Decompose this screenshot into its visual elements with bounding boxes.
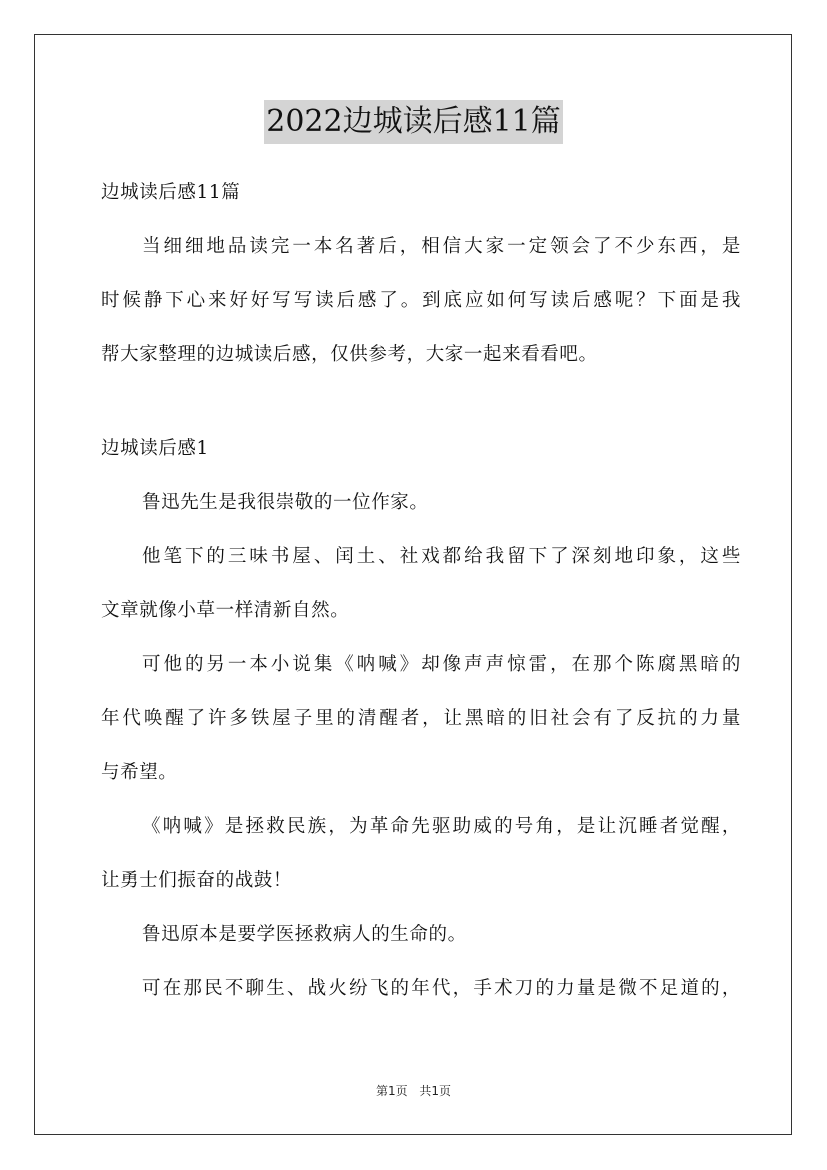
- page-number: 第1页: [375, 1084, 408, 1098]
- paragraph: [101, 638, 741, 800]
- paragraph-line: 鲁迅原本是要学医拯救病人的生命的。: [142, 924, 467, 945]
- document-body: [101, 166, 741, 1016]
- paragraph: [101, 908, 741, 962]
- paragraph-line: 时候静下心来好好写写读后感了。到底应如何写读后感呢？下面是我: [101, 290, 741, 311]
- document-heading: 边城读后感11篇: [101, 182, 241, 203]
- paragraph-line: 文章就像小草一样清新自然。: [101, 600, 350, 621]
- paragraph-line: 当细细地品读完一本名著后，相信大家一定领会了不少东西，是: [142, 236, 741, 257]
- paragraph: [101, 530, 741, 638]
- document-title: 2022边城读后感11篇: [264, 100, 563, 144]
- paragraph: [101, 800, 741, 908]
- section-heading: 边城读后感1: [101, 438, 209, 459]
- paragraph-line: 与希望。: [101, 762, 178, 783]
- page-total: 共1页: [419, 1084, 452, 1098]
- paragraph: [101, 962, 741, 1016]
- page-footer: [0, 1082, 827, 1099]
- paragraph-line: 年代唤醒了许多铁屋子里的清醒者，让黑暗的旧社会有了反抗的力量: [101, 708, 741, 729]
- paragraph-line: 让勇士们振奋的战鼓！: [101, 870, 293, 891]
- section-gap: [101, 382, 741, 422]
- title-wrap: [0, 100, 827, 144]
- paragraph-line: 可在那民不聊生、战火纷飞的年代，手术刀的力量是微不足道的，: [142, 978, 741, 999]
- intro-paragraph: [101, 220, 741, 382]
- paragraph-line: 《呐喊》是拯救民族，为革命先驱助威的号角，是让沉睡者觉醒，: [142, 816, 741, 837]
- paragraph-line: 帮大家整理的边城读后感，仅供参考，大家一起来看看吧。: [101, 344, 598, 365]
- paragraph: [101, 476, 741, 530]
- paragraph-line: 他笔下的三味书屋、闰土、社戏都给我留下了深刻地印象，这些: [142, 546, 741, 567]
- paragraph-line: 鲁迅先生是我很崇敬的一位作家。: [142, 492, 429, 513]
- paragraph-line: 可他的另一本小说集《呐喊》却像声声惊雷，在那个陈腐黑暗的: [142, 654, 741, 675]
